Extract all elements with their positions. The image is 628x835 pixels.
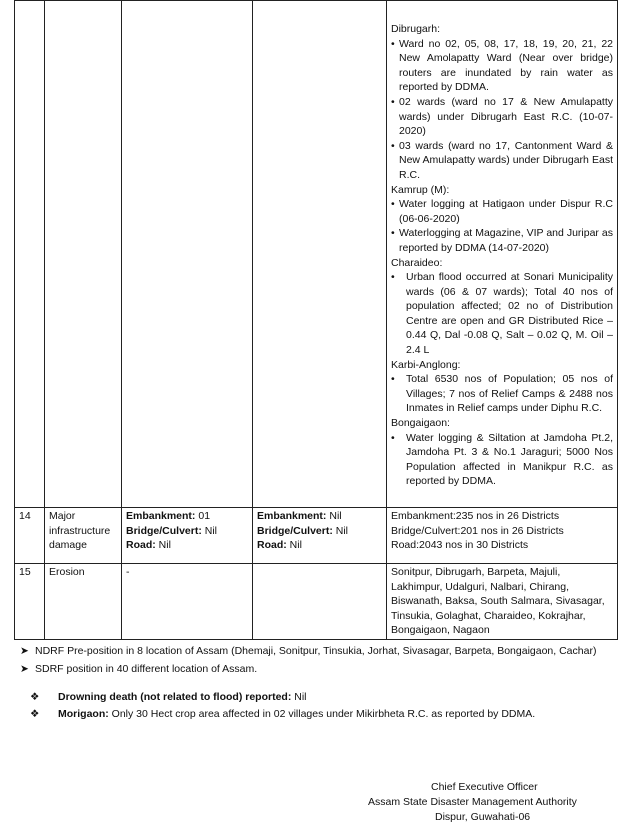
list-item: • Waterlogging at Magazine, VIP and Juripar as reported by DDMA (14-07-2020) xyxy=(391,226,613,255)
cumulative-damage-cell: Embankment:235 nos in 26 Districts Bridge/Culvert:201 nos in 26 Districts Road:2043 nos in 30 Districts xyxy=(387,508,618,564)
road-value: Nil xyxy=(155,539,171,552)
note-item xyxy=(30,707,610,722)
district-heading: Bongaigaon: xyxy=(391,417,450,430)
list-item: • 03 wards (ward no 17, Cantonment Ward & New Amulapatty wards) under Dibrugarh East R.C. xyxy=(391,139,613,183)
list-item: • Urban flood occurred at Sonari Municipality wards (06 & 07 wards); Total 40 nos of population affected; 02 no of Distribution Centre are open and GR Distributed Rice – 0.44 Q, Dal -0.08 Q, Salt – 0.02 Q, M. Oil – 2.4 L xyxy=(391,270,613,358)
note-text: SDRF position in 40 different location of Assam. xyxy=(35,662,258,675)
bridge-label: Bridge/Culvert: xyxy=(126,524,202,537)
table-row xyxy=(15,508,618,564)
table-row xyxy=(15,564,618,640)
district-bullet-list xyxy=(391,372,613,416)
yesterday-erosion-cell xyxy=(253,564,387,640)
item-cell: Major infrastructure damage xyxy=(45,508,122,564)
sl-cell: 15 xyxy=(15,564,45,640)
district-bullet-list xyxy=(391,197,613,255)
cumulative-cell xyxy=(387,1,618,508)
erosion-districts-cell: Sonitpur, Dibrugarh, Barpeta, Majuli, Lakhimpur, Udalguri, Nalbari, Chirang, Biswanath, Baksa, South Salmara, Sivasagar, Tinsukia, Golaghat, Charaideo, Kokrajhar, Bongaigaon, Nagaon xyxy=(387,564,618,640)
signature-org: Assam State Disaster Management Authority xyxy=(368,796,577,808)
note-label: Drowning death (not related to flood) reported: xyxy=(58,691,292,704)
list-item: • 02 wards (ward no 17 & New Amulapatty wards) under Dibrugarh East R.C. (10-07-2020) xyxy=(391,95,613,139)
embankment-value: Nil xyxy=(326,510,342,522)
sl-cell: 14 xyxy=(15,508,45,564)
bridge-value: Nil xyxy=(201,524,218,537)
report-table xyxy=(14,0,618,640)
list-item: • Ward no 02, 05, 08, 17, 18, 19, 20, 21, 22 New Amolapatty Ward (Near over bridge) routers are inundated by rain water as reported by DDMA. xyxy=(391,37,613,95)
yesterday-cell xyxy=(253,1,387,508)
notes-section xyxy=(20,644,610,721)
table-row-continued xyxy=(15,1,618,508)
note-item xyxy=(20,662,610,677)
district-heading: Dibrugarh: xyxy=(391,23,441,35)
district-heading: Karbi-Anglong: xyxy=(391,358,461,371)
road-label: Road: xyxy=(126,539,156,552)
district-bullet-list xyxy=(391,37,613,183)
district-sections xyxy=(391,22,613,489)
list-item: • Water logging & Siltation at Jamdoha Pt.2, Jamdoha Pt. 3 & No.1 Jaraguri; 5000 Nos Population affected in Manikpur R.C. as reported by DDMA. xyxy=(391,431,613,489)
district-heading: Kamrup (M): xyxy=(391,183,450,196)
note-label: Morigaon: xyxy=(58,707,109,720)
embankment-value: 01 xyxy=(195,510,211,522)
note-text: Nil xyxy=(291,691,307,704)
embankment-label: Embankment: xyxy=(257,510,327,522)
list-item: • Water logging at Hatigaon under Dispur R.C (06-06-2020) xyxy=(391,197,613,226)
road-value: Nil xyxy=(286,539,302,552)
signature-title: Chief Executive Officer xyxy=(431,781,538,793)
item-cell xyxy=(45,1,122,508)
note-text: NDRF Pre-position in 8 location of Assam (Dhemaji, Sonitpur, Tinsukia, Jorhat, Sivasagar, Barpeta, Bongaigaon, Cachar) xyxy=(35,645,597,657)
item-cell: Erosion xyxy=(45,564,122,640)
note-item xyxy=(30,690,610,705)
arrow-bullet-icon: ➤ xyxy=(20,662,29,675)
yesterday-damage-cell xyxy=(253,508,387,564)
today-erosion-cell: - xyxy=(122,564,253,640)
bridge-label: Bridge/Culvert: xyxy=(257,524,333,537)
district-heading: Charaideo: xyxy=(391,256,443,269)
list-item: • Total 6530 nos of Population; 05 nos of Villages; 7 nos of Relief Camps & 2488 nos Inmates in Relief camps under Diphu R.C. xyxy=(391,372,613,416)
district-bullet-list xyxy=(391,270,613,358)
road-label: Road: xyxy=(257,539,287,552)
note-item xyxy=(20,644,610,659)
today-damage-cell xyxy=(122,508,253,564)
embankment-label: Embankment: xyxy=(126,510,196,522)
diamond-bullet-icon: ❖ xyxy=(30,691,40,704)
bridge-value: Nil xyxy=(332,524,349,537)
diamond-bullet-icon: ❖ xyxy=(30,707,40,720)
signature-address: Dispur, Guwahati-06 xyxy=(435,811,531,823)
today-cell xyxy=(122,1,253,508)
sl-cell xyxy=(15,1,45,508)
district-bullet-list xyxy=(391,431,613,489)
arrow-bullet-icon: ➤ xyxy=(20,645,29,657)
note-text: Only 30 Hect crop area affected in 02 villages under Mikirbheta R.C. as reported by DDMA. xyxy=(108,707,536,720)
